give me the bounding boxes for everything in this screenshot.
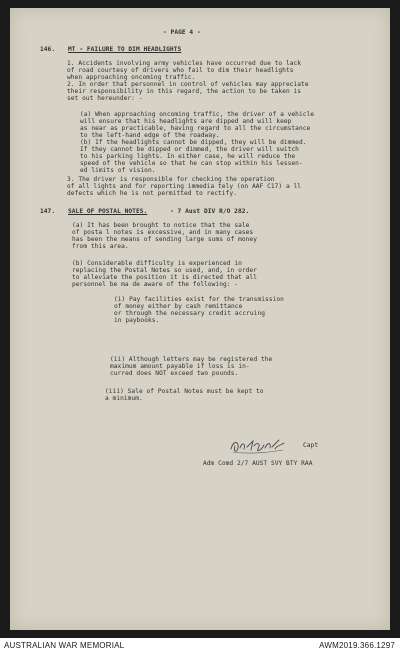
section-146-closing: defects which he is not permitted to rectify. (67, 190, 237, 197)
section-147-para-a: has been the means of sending large sums of money (72, 236, 257, 243)
section-146-item-b: to his parking lights. In either case, he will reduce the (80, 153, 296, 160)
section-147-sub-i: or through the necessary credit accruing (114, 310, 266, 317)
section-146-item-b: If they cannot be dipped or dimmed, the driver will switch (80, 146, 299, 153)
section-146-closing: of all lights and for reporting immedia tely (on AAF C17) a ll (67, 183, 302, 190)
section-147-sub-iii: (iii) Sale of Postal Notes must be kept to (105, 388, 264, 395)
handwritten-signature (227, 433, 287, 457)
section-147-para-b: (b) Considerable difficulty is experienced in (72, 260, 242, 267)
section-146-number: 146. (40, 46, 56, 53)
section-146-item-a: (a) When approaching oncoming traffic, the driver of a vehicle (80, 111, 315, 118)
section-147-para-a: from this area. (72, 243, 129, 250)
section-146-line: when approaching oncoming traffic. (67, 74, 196, 81)
section-146-item-a: to the left-hand edge of the roadway. (80, 132, 220, 139)
section-146-line: 1. Accidents involving army vehicles have occurred due to lack (67, 60, 302, 67)
section-147-sub-ii: (ii) Although letters may be registered the (110, 356, 273, 363)
section-146-line: of road courtesy of drivers who fail to dim their headlights (67, 67, 294, 74)
section-146-title: MT - FAILURE TO DIM HEADLIGHTS (68, 46, 182, 53)
section-147-sub-i: of money either by cash remittance (114, 303, 243, 310)
section-147-title: SALE OF POSTAL NOTES. (68, 208, 148, 215)
page-header: - PAGE 4 - (163, 29, 201, 36)
document-page (10, 8, 390, 630)
section-147-para-a: of posta l notes is excessive, and in many cases (72, 229, 254, 236)
section-146-line: set out hereunder: - (67, 95, 143, 102)
signature-unit: Adm Comd 2/7 AUST SVY BTY RAA (203, 460, 313, 467)
archive-footer (0, 638, 400, 653)
section-147-sub-ii: maximum amount payable if loss is in- (110, 363, 250, 370)
section-146-item-b: ed limits of vision. (80, 167, 156, 174)
section-147-para-b: replacing the Postal Notes so used, and, in order (72, 267, 257, 274)
section-147-sub-i: (i) Pay facilities exist for the transmission (114, 296, 284, 303)
section-147-sub-iii: a minimum. (105, 395, 143, 402)
section-147-para-b: personnel be ma de aware of the following: - (72, 281, 239, 288)
accession-number: AWM2019.366.1297 (319, 641, 395, 650)
section-146-item-b: speed of the vehicle so that he can stop within his lessen- (80, 160, 303, 167)
section-146-item-a: as near as practicable, having regard to all the circumstance (80, 125, 311, 132)
section-146-line: 2. In order that personnel in control of vehicles may appreciate (67, 81, 309, 88)
section-147-sub-i: in paybooks. (114, 317, 160, 324)
section-147-number: 147. (40, 208, 56, 215)
section-147-para-b: to alleviate the position it is directed that all (72, 274, 257, 281)
section-146-closing: 3. The driver is responsible for checking the operation (67, 176, 275, 183)
signature-rank: Capt (303, 442, 319, 449)
institution-name: AUSTRALIAN WAR MEMORIAL (4, 641, 125, 650)
section-147-reference: - 7 Aust DIV R/O 282. (170, 208, 250, 215)
section-146-item-a: will ensure that his headlights are dipped and will keep (80, 118, 292, 125)
section-147-sub-ii: curred does NOT exceed two pounds. (110, 370, 239, 377)
section-147-para-a: (a) It has been brought to notice that the sale (72, 222, 250, 229)
section-146-item-b: (b) If the headlights cannot be dipped, they will be dimmed. (80, 139, 307, 146)
section-146-line: their responsibility in this regard, the action to be taken is (67, 88, 302, 95)
